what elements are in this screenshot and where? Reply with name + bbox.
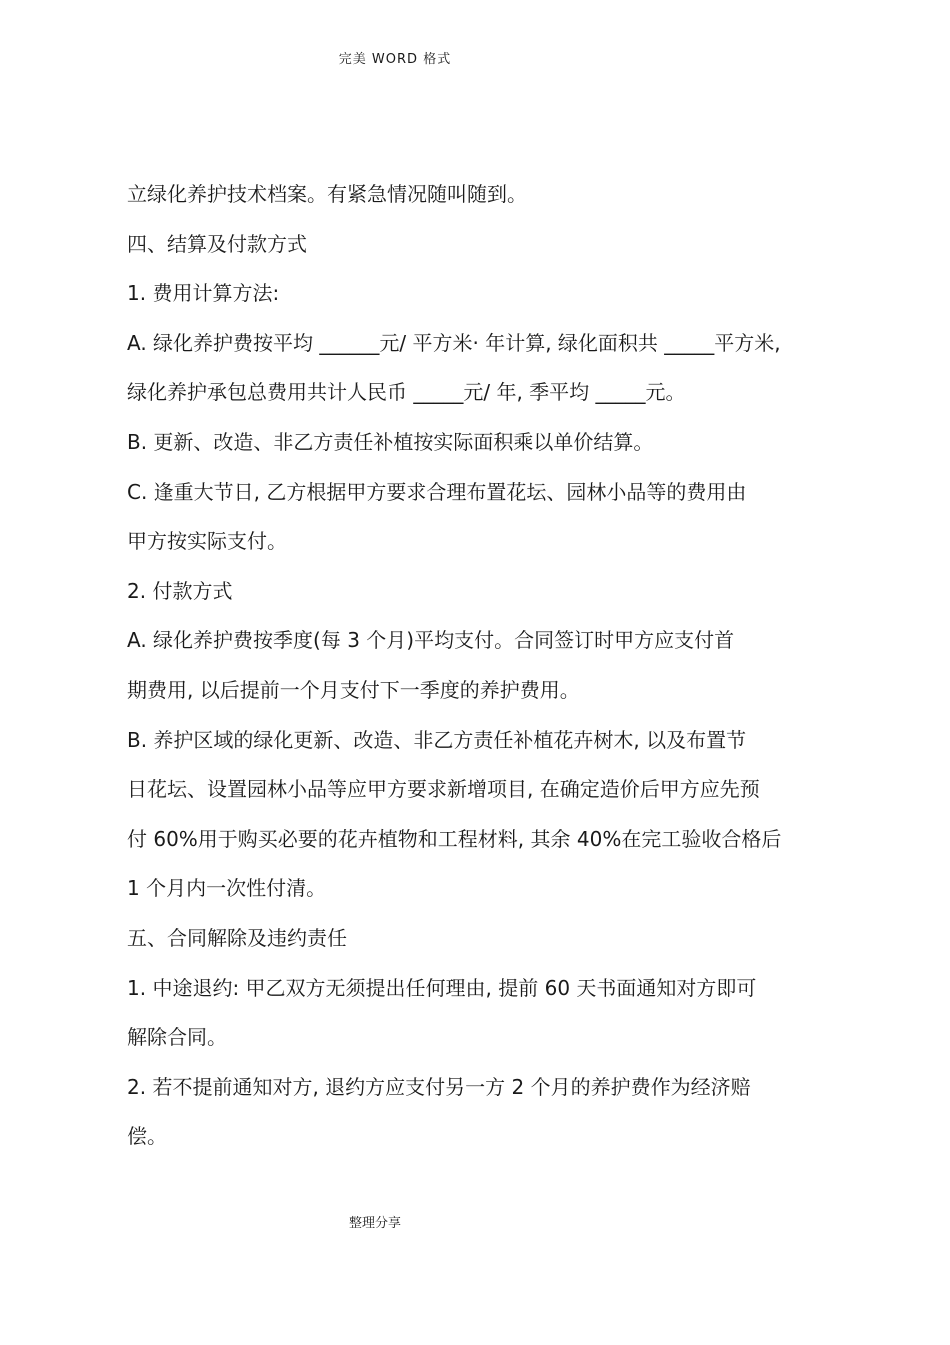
section-heading: 四、结算及付款方式 — [127, 231, 307, 256]
text-line: 日花坛、设置园林小品等应甲方要求新增项目, 在确定造价后甲方应先预 — [127, 777, 760, 802]
text-line: 绿化养护承包总费用共计人民币 _____元/ 年, 季平均 _____元。 — [127, 380, 686, 405]
text-line: 立绿化养护技术档案。有紧急情况随叫随到。 — [127, 182, 527, 206]
text-line: 解除合同。 — [127, 1025, 227, 1050]
text-line: A. 绿化养护费按季度(每 3 个月)平均支付。合同签订时甲方应支付首 — [127, 628, 735, 653]
text-line: 1. 中途退约: 甲乙双方无须提出任何理由, 提前 60 天书面通知对方即可 — [127, 975, 757, 1000]
text-line: 付 60%用于购买必要的花卉植物和工程材料, 其余 40%在完工验收合格后 — [127, 826, 782, 851]
text-line: 2. 若不提前通知对方, 退约方应支付另一方 2 个月的养护费作为经济赔 — [127, 1074, 751, 1099]
text-line: 甲方按实际支付。 — [127, 529, 287, 554]
page-header: 完美 WORD 格式 — [338, 52, 452, 67]
page-footer: 整理分享 — [348, 1216, 401, 1231]
text-line: A. 绿化养护费按平均 ______元/ 平方米· 年计算, 绿化面积共 _____平方米, — [127, 330, 781, 355]
text-line: 偿。 — [127, 1124, 167, 1149]
text-line: 期费用, 以后提前一个月支付下一季度的养护费用。 — [127, 677, 580, 702]
text-line: B. 养护区域的绿化更新、改造、非乙方责任补植花卉树木, 以及布置节 — [127, 727, 747, 752]
section-heading: 五、合同解除及违约责任 — [127, 925, 347, 950]
subsection-heading: 1. 费用计算方法: — [127, 281, 280, 306]
text-line: C. 逢重大节日, 乙方根据甲方要求合理布置花坛、园林小品等的费用由 — [127, 479, 747, 504]
subsection-heading: 2. 付款方式 — [127, 578, 233, 603]
text-line: 1 个月内一次性付清。 — [127, 876, 327, 901]
text-line: B. 更新、改造、非乙方责任补植按实际面积乘以单价结算。 — [127, 429, 654, 454]
document-body — [127, 176, 847, 1168]
